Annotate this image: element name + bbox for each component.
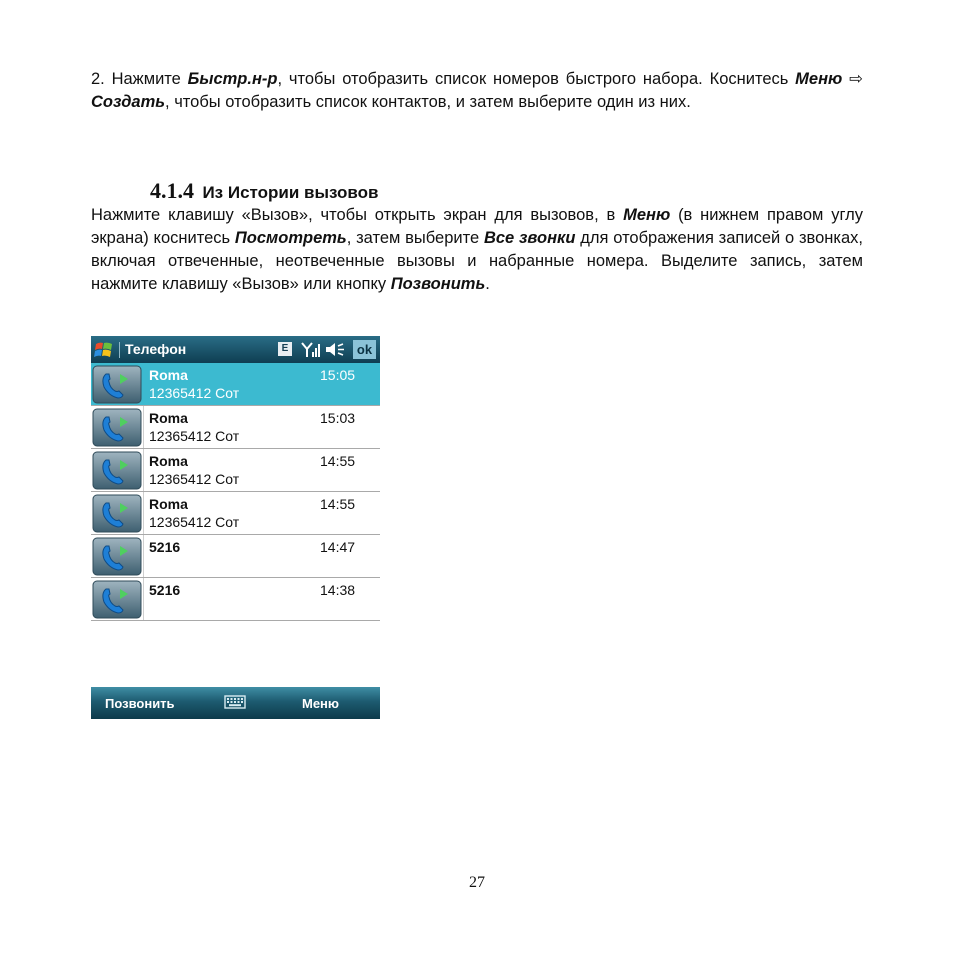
call-history-list [91,363,380,621]
menu-softkey[interactable]: Меню [302,696,340,711]
phone-call-icon [92,537,142,576]
text: , чтобы отобразить список контактов, и затем выберите один из них. [165,93,691,111]
text: . [485,275,490,293]
text: , затем выберите [346,229,484,247]
create-term: Создать [91,93,166,111]
windows-logo-icon[interactable] [94,340,114,360]
phone-screenshot [91,336,380,619]
phone-call-icon [92,451,142,490]
step-2-paragraph [91,68,863,114]
row-divider [143,535,144,577]
call-time: 15:03 [320,410,356,426]
phone-call-icon [92,494,142,533]
menu-term: Меню [795,70,843,88]
caller-number: 12365412 Сот [149,428,240,444]
caller-number: 12365412 Сот [149,514,240,530]
text: (в нижнем правом углу экрана) коснитесь [91,206,863,247]
app-title: Телефон [125,341,187,357]
caller-name: Roma [149,453,188,469]
call-softkey[interactable]: Позвонить [105,696,175,711]
ok-button[interactable]: ok [353,340,376,359]
call-entry[interactable] [91,363,380,406]
phone-call-icon [92,580,142,619]
menu-term: Меню [623,206,671,224]
signal-icon[interactable] [301,341,321,358]
title-bar [91,336,380,363]
body-paragraph [91,204,863,296]
speed-dial-term: Быстр.н-р [187,70,278,88]
arrow-icon: ⇨ [842,70,863,88]
call-term: Позвонить [390,275,486,293]
text: 2. Нажмите [91,70,188,88]
caller-name: 5216 [149,582,181,598]
phone-call-icon [92,365,142,404]
keyboard-icon[interactable] [224,695,246,709]
row-divider [143,492,144,534]
row-divider [143,449,144,491]
caller-number: 12365412 Сот [149,385,240,401]
row-divider [143,363,144,405]
all-calls-term: Все звонки [483,229,576,247]
title-divider [119,342,120,358]
call-entry[interactable] [91,492,380,535]
network-badge: E [278,342,292,356]
text: , чтобы отобразить список номеров быстрого набора. Коснитесь [277,70,796,88]
call-entry[interactable] [91,535,380,578]
caller-name: Roma [149,496,188,512]
softkey-bar [91,687,380,719]
caller-name: Roma [149,367,188,383]
volume-icon[interactable] [325,341,345,358]
caller-name: 5216 [149,539,181,555]
section-number: 4.1.4 [150,178,194,203]
call-time: 15:05 [320,367,356,383]
call-entry[interactable] [91,449,380,492]
row-divider [143,406,144,448]
view-term: Посмотреть [234,229,347,247]
phone-call-icon [92,408,142,447]
call-entry[interactable] [91,406,380,449]
caller-number: 12365412 Сот [149,471,240,487]
call-time: 14:47 [320,539,356,555]
call-entry[interactable] [91,578,380,621]
caller-name: Roma [149,410,188,426]
call-time: 14:55 [320,453,356,469]
section-title: Из Истории вызовов [202,183,379,202]
section-heading [150,178,378,204]
page-number: 27 [469,874,485,891]
text: Нажмите клавишу «Вызов», чтобы открыть экран для вызовов, в [91,206,624,224]
text: для отображения записей о звонках, включая отвеченные, неотвеченные вызовы и набранные номера. Выделите запись, затем нажмите клавишу «Вызов» или кнопку [91,229,863,293]
call-time: 14:55 [320,496,356,512]
call-time: 14:38 [320,582,356,598]
row-divider [143,578,144,620]
